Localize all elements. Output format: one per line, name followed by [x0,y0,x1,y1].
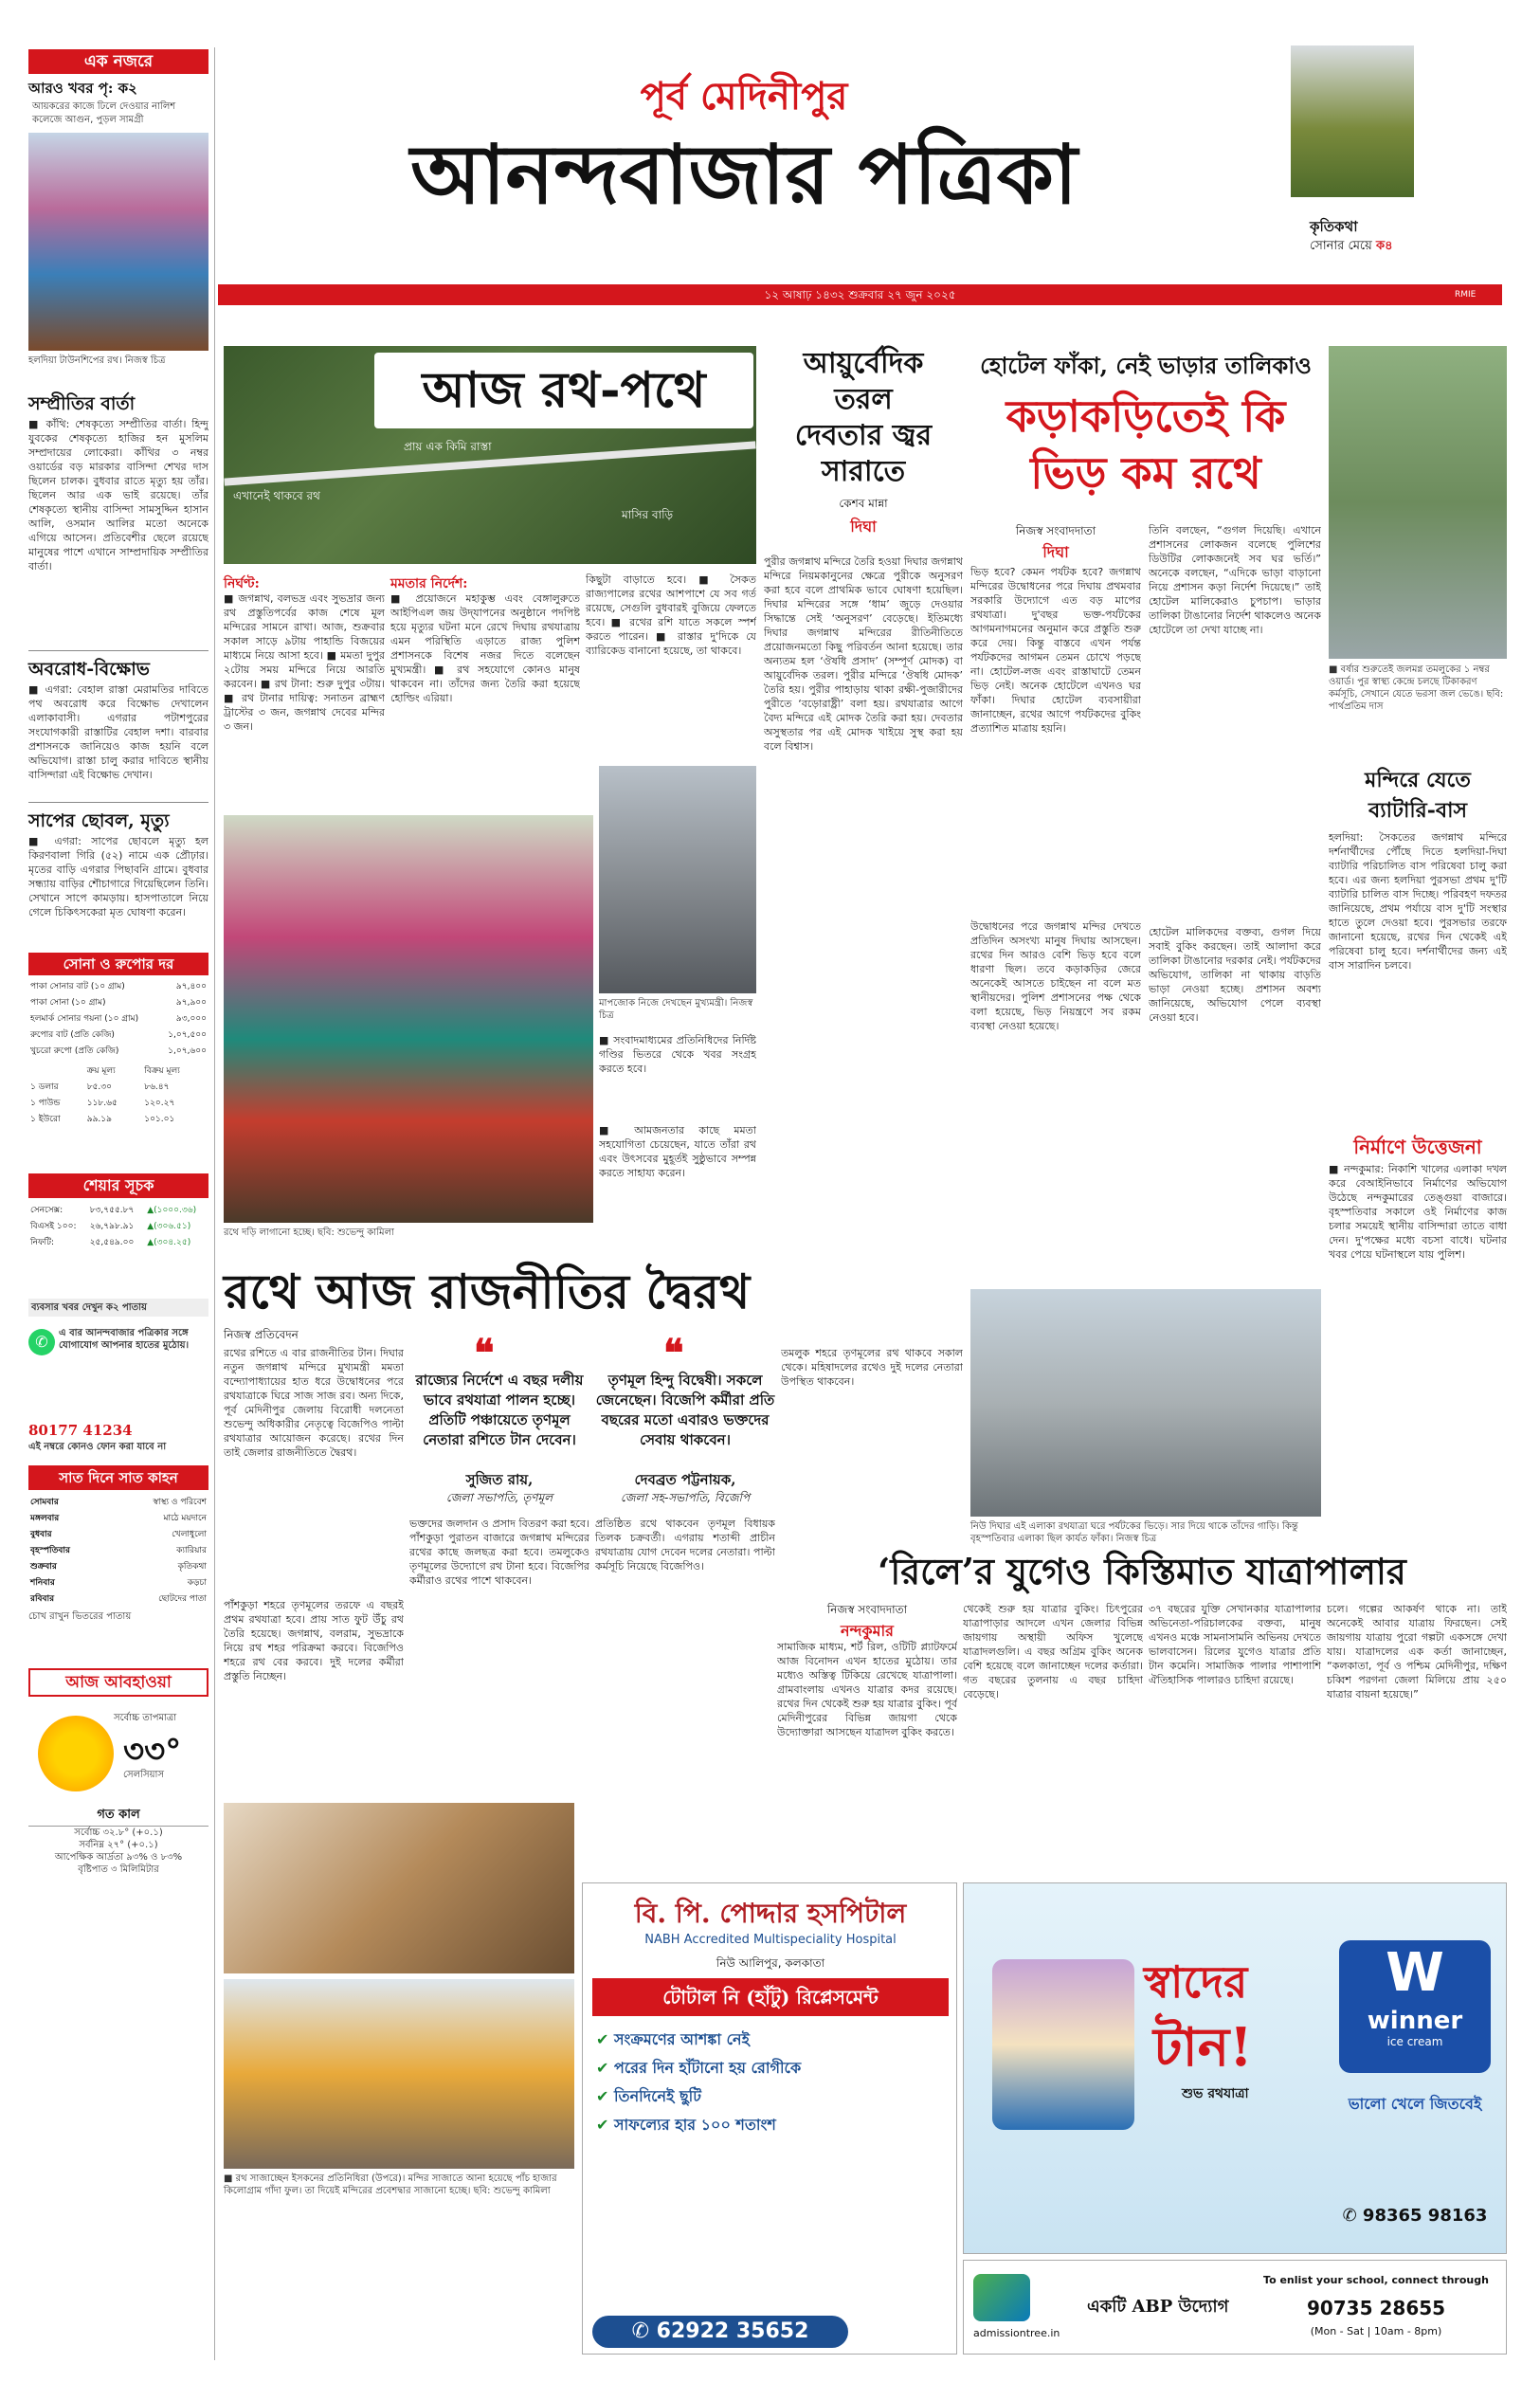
week-note: চোখ রাখুন ভিতরের পাতায় [28,1611,132,1622]
kritikatha-label: কৃতিকথা [1310,218,1358,235]
school-phone[interactable]: 90735 28655 [1306,2297,1446,2319]
weather-unit: সেলসিয়াস [123,1770,164,1780]
kritikatha-photo [1291,45,1414,197]
hospital-phone[interactable]: ✆ 62922 35652 [592,2316,848,2348]
also-news[interactable]: আরও খবর পৃ: ক২ [28,80,137,97]
lead-title-2[interactable]: ভিড় কম রথে [1030,447,1261,499]
jatra-byline: নিজস্ব সংবাদদাতা [826,1603,908,1616]
quote2-role: জেলা সহ-সভাপতি, বিজেপি [620,1491,751,1504]
politics-text-3: ভক্তদের জলদান ও প্রসাদ বিতরণ করা হবে। পাঁশকুড়া পুরাতন বাজারে জগন্নাথ মন্দিরের রথের কাছে জলছত্র করা হবে। তমলুকেও তৃণমূলের উদ্যোগে রথ টানা হবে। বিজেপির কর্মীরাও রথের পাশে থাকবেন। [409,1518,589,1587]
rath-box1-title: নির্ঘণ্ট: [224,576,260,591]
icecream-headline-1: স্বাদের [1144,1956,1248,2008]
quote1-mark: ❝ [474,1331,495,1375]
ayurveda-text: পুরীর জগন্নাথ মন্দিরে তৈরি হওয়া দিঘার জগন্নাথ মন্দিরে নিয়মকানুনের ক্ষেত্রে পুরীকে অনুসরণ করা হবে বলে প্রাথমিক ভাবে ঘোষণা হয়েছিল। দিঘার মন্দিরের সঙ্গে ‘ধাম’ জুড়ে দেওয়ার সিদ্ধান্তে সেই ‘অনুসরণ’ বেড়েছে। ইতিমধ্যে দিঘার জগন্নাথ মন্দিরের রীতিনীতিতে প্রয়োজনমতো কিছু পরিবর্তন আনা হয়েছে। তার অন্যতম হল ‘ঔষধি প্রসাদ’ (সম্পূর্ণ মোদক) বা আয়ুর্বেদিক তরল। পুরীর মন্দিরে ‘ঔষধি মোদক’ তৈরি হয়। পুরীর পাহাড়ায় থাকা রক্ষী-পুজারীদের পুরীতে ‘বড়োরাষ্ট্রী’ বলা হয়। রথযাত্রার আগে বৈদ্য মন্দিরে এই মোদক তৈরি করা হয়। দেবতার অসুস্থতার পর এই মোদক খাইয়ে সুস্থ করা হয় বলে বিশ্বাস। [764,555,963,753]
icecream-slogan: ভালো খেলে জিতবেই [1348,2095,1482,2113]
quote1-role: জেলা সভাপতি, তৃণমূল [445,1491,553,1504]
icecream-phone[interactable]: ✆ 98365 98163 [1342,2206,1488,2226]
icecream-cup-icon [992,1959,1134,2130]
call-icon: ✆ [1342,2206,1363,2226]
nirman-text: ■ নন্দকুমার: নিকাশি খালের এলাকা দখল করে বেআইনিভাবে নির্মাণের অভিযোগ উঠেছে নন্দকুমারের তেঙ্গুয়া বাজারে। বৃহস্পতিবার সকালে ওই নির্মাণের কাজ চলার সময়েই স্থানীয় বাসিন্দারা তাতে বাধা দেন। দু'পক্ষের মধ্যে বচসা বাধে। ঘটনার খবর পেয়ে ঘটনাস্থলে যায় পুলিশ। [1329,1163,1507,1261]
abp-tag: একটি ABP উদ্যোগ [1087,2297,1229,2317]
winner-brand: winner [1367,2007,1463,2035]
rath-box2-text: ■ প্রয়োজনে মহাকুম্ভ এবং বেঙ্গালুরুতে আইপিএল জয় উদ্‌যাপনের অনুষ্ঠানে পদপিষ্ট হয়ে মৃত্যুর ঘটনা মনে রেখে দিঘায় রথযাত্রায় এমন পরিস্থিতি এড়াতে রাজ্য পুলিশ প্রশাসনকে বিশেষ নজর দিতে বলেছেন মুখ্যমন্ত্রী। ■ রথ সহযোগে কোনও মানুষ থাকবেন না। তাঁদের জন্য তৈরি করা হয়েছে হোল্ডিং এরিয়া। [390,592,580,704]
yesterday-rain: বৃষ্টিপাত ৩ মিলিমিটার [78,1864,159,1875]
school-hours: (Mon - Sat | 10am - 8pm) [1310,2325,1442,2337]
s1-title: সম্প্রীতির বার্তা [28,393,136,414]
ayurveda-title-4[interactable]: সারাতে [821,455,906,488]
rath-chariot-photo [224,815,593,1223]
politics-title[interactable]: রথে আজ রাজনীতির দ্বৈরথ [224,1264,751,1319]
jatra-place: নন্দকুমার [841,1622,894,1640]
ayurveda-title-1[interactable]: আয়ুর্বেদিক [803,347,924,380]
ayurveda-title-3[interactable]: দেবতার জ্বর [794,419,933,452]
quote2-text: তৃণমূল হিন্দু বিদ্বেষী। সকলে জেনেছেন। বিজেপি কর্মীরা প্রতি বছরের মতো এবারও ভক্তদের সেবায় থাকবেন। [595,1372,775,1448]
share-table: সেনসেক্স: ৮৩,৭৫৫.৮৭ ▲(১০০০.৩৬) বিএসই ১০০: ২৬,৭৯৮.৯১ ▲(৩০৬.৫১) নিফটি: ২৫,৫৪৯.০০ ▲(৩০৪.২৫) [30,1206,197,1247]
glance-bullet-2[interactable]: কলেজে আগুন, পুড়ল সামগ্রী [32,115,144,125]
quote2-name: দেবব্রত পট্টনায়ক, [634,1471,736,1488]
weather-temp: ৩৩° [123,1733,182,1771]
whatsapp-box [28,1327,208,1460]
week-table: সোমবার স্বাস্থ্য ও পরিবেশ মঙ্গলবার মাঠে ময়দানে বুধবার খেলাধুলো বৃহস্পতিবার ক্যারিয়ার শুক্রবার কৃতিকথা শনিবার কড়চা রবিবার ছোটদের পাতা চোখ রাখুন ভিতরের পাতায় [28,1498,207,1622]
quote2-mark: ❝ [663,1331,684,1375]
hospital-point-3: ✔ তিনদিনেই ছুটি [596,2087,701,2105]
jatra-text-3: ৩৭ বছরের যুক্তি সেখানকার যাত্রাপালার অভিনেতা-পরিচালকের বক্তব্য, মানুষ এখনও মঞ্চে সামনাসামনি অভিনয় দেখতে ভালবাসেন। রিলের যুগেও যাত্রার প্রতি টান কমেনি। সামাজিক পালার পাশাপাশি ঐতিহাসিক পালারও চাহিদা রয়েছে। [1149,1603,1321,1686]
hospital-point-2: ✔ পরের দিন হাঁটানো হয় রোগীকে [596,2059,802,2077]
rath-box3-text: কিছুটা বাড়াতে হবে। ■ সৈকত রাজ্যপালের রথের আশপাশে যে সব গর্ত রয়েছে, সেগুলি বুধবারই বুজিয়ে ফেলতে হবে। ■ রথের রশি যাতে সকলে স্পর্শ করতে পারেন। ■ রাস্তার দু'দিকে যে ব্যারিকেড বানানো হয়েছে, তা থাকবে। [586,573,756,657]
map-road-label: প্রায় এক কিমি রাস্তা [404,440,492,453]
rath-banner [374,353,753,428]
hospital-name: বি. পি. পোদ্দার হসপিটাল [634,1898,907,1929]
icecream-tag: শুভ রথযাত্রা [1182,2086,1249,2101]
ayurveda-title-2[interactable]: তরল [834,383,893,416]
map-here-label: এখানেই থাকবে রথ [233,489,320,502]
winner-logo [1339,1940,1491,2073]
edition-name: পূর্ব মেদিনীপুর [640,74,848,118]
new-digha-photo [970,1289,1321,1517]
share-header: শেয়ার সূচক [28,1173,208,1198]
hospital-location: নিউ আলিপুর, কলকাতা [716,1956,825,1970]
icecream-ad[interactable] [963,1882,1507,2254]
politics-byline: নিজস্ব প্রতিবেদন [224,1328,299,1341]
s2-text: ■ এগরা: বেহাল রাস্তা মেরামতির দাবিতে পথ অবরোধ করে বিক্ষোভ দেখালেন এলাকাবাসী। এগরার পটাশপুরের সংযোগকারী রাস্তাটির বেহাল দশা। বারবার প্রশাসনকে জানিয়েও কাজ হয়নি বলে অভিযোগ। রাস্তা চালু করার দাবিতে স্থানীয় বাসিন্দারা এই বিক্ষোভ দেখান। [28,683,208,781]
lead-text-3: তিনি বলছেন, “গুগল দিয়েছি। এখানে প্রশাসনের লোকজন বলেছে পুলিশের ডিউটির লোকজনেই সব ঘর ভর্তি।” অনেকে বলছেন, “এদিকে ভাড়া বাড়ানো নিয়ে প্রশাসন কড়া নির্দেশ দিয়েছে।” তাই হোটেল মালিকেরাও চুপচাপ। ভাড়ার তালিকা টাঙানোর নির্দেশ থাকলেও অনেক হোটেলে তা দেখা যাচ্ছে না। [1149,524,1321,636]
cm-inspection-caption: মাপজোক নিজে দেখছেন মুখ্যমন্ত্রী। নিজস্ব চিত্র [599,998,753,1021]
winner-logo-mark: W [1386,1942,1444,2004]
rath-photo-caption: রথে দড়ি লাগানো হচ্ছে। ছবি: শুভেন্দু কামিলা [224,1227,394,1238]
battery-text: হলদিয়া: সৈকতের জগন্নাথ মন্দিরে দর্শনার্থীদের পৌঁছে দিতে হলদিয়া-দিঘা ব্যাটারি পরিচালিত বাস পরিষেবা চালু করা হবে। এর জন্য হলদিয়া পুরসভা প্রথম দু'টি ব্যাটারি চালিত বাস দিচ্ছে। পরিবহণ দফতর জানিয়েছে, প্রথম পর্যায়ে বাস দু'টি সংস্থার হাতে তুলে দেওয়া হবে। পুরসভার তরফে জানানো হয়েছে, রথের দিন থেকেই এই পরিষেবা চালু হবে। দর্শনার্থীদের জন্য এই বাস সারাদিন চলবে। [1329,831,1507,972]
whatsapp-text: এ বার আনন্দবাজার পত্রিকার সঙ্গে যোগাযোগ আপনার হাতের মুঠোয়। [59,1328,190,1351]
politics-text-5: তমলুক শহরে তৃণমূলের রথ থাকবে সকাল থেকে। মহিষাদলের রথেও দুই দলের নেতারা উপস্থিত থাকবেন। [781,1347,963,1388]
iskcon-photo-1 [224,1803,574,1973]
yesterday-min: সর্বনিম্ন ২৭° (+০.১) [79,1840,158,1850]
hospital-sub: NABH Accredited Multispeciality Hospital [644,1933,897,1947]
s1-text: ■ কাঁথি: শেষকৃত্যে সম্প্রীতির বার্তা। হিন্দু যুবকের শেষকৃত্যে হাজির হন মুসলিম সম্প্রদায়ের লোকেরা। কাঁথির ৩ নম্বর ওয়ার্ডের বড় মারকার বাসিন্দা শেখর দাস ছিলেন চালক। বুধবার রাতে মৃত্যু হয় তাঁর। ছিলেন আর এক ভাই রয়েছে। তাঁর শেষকৃত্যে স্থানীয় বাসিন্দা সামসুদ্দিন হাসান আলি, ওসমান আলির মতো অনেকে এগিয়ে আসেন। প্রতিবেশীর ছেলে রয়েছে মানুষের পাশে এখানে সাম্প্রদায়িক সম্প্রীতির বার্তা। [28,418,208,573]
s3-text: ■ এগরা: সাপের ছোবলে মৃত্যু হল কিরণবালা গিরি (৫২) নামে এক প্রৌঢ়ার। মৃতের বাড়ি এগরার পিছাবনি গ্রামে। বুধবার সন্ধ্যায় বাড়ির শৌচাগারে গিয়েছিলেন তিনি। সেখানে সাপে কামড়ায়। হাসপাতালে নিয়ে গেলে চিকিৎসকেরা মৃত ঘোষণা করেন। [28,835,208,918]
haldia-rath-photo [28,133,208,351]
winner-brand-sub: ice cream [1386,2035,1443,2048]
new-digha-caption: নিউ দিঘার এই এলাকা রথযাত্রা ঘরে পর্যটকের ভিড়ে। সার দিয়ে থাকে তাঁদের গাড়ি। কিন্তু বৃহস্পতিবার এলাকা ছিল কার্যত ফাঁকা। নিজস্ব চিত্র [970,1521,1298,1544]
lead-byline: নিজস্ব সংবাদদাতা [1015,524,1096,537]
glance-bullet-1[interactable]: আয়করের কাজে ঢিলে দেওয়ার নালিশ [32,101,176,112]
iskcon-photo-2 [224,1979,574,2169]
sun-icon [38,1716,114,1791]
dateline-bar: ১২ আষাঢ় ১৪৩২ শুক্রবার ২৭ জুন ২০২৫ [218,284,1502,305]
rath-side-note1: ■ সংবাদমাধ্যমের প্রতিনিধিদের নির্দিষ্ট গণ্ডির ভিতরে থেকে খবর সংগ্রহ করতে হবে। [599,1034,756,1075]
hospital-banner: টোটাল নি (হাঁটু) রিপ্লেসমেন্ট [592,1978,949,2016]
s2-title: অবরোধ-বিক্ষোভ [28,659,150,680]
cm-inspection-photo [599,766,756,993]
yesterday-title: গত কাল [28,1806,208,1827]
haldia-rath-caption: হলদিয়া টাউনশিপের রথ। নিজস্ব চিত্র [28,355,166,366]
map-house-label: মাসির বাড়ি [622,508,674,521]
jatra-text-2: থেকেই শুরু হয় যাত্রার বুকিং। চিৎপুরের যাত্রাপাড়ার আদলে এখন জেলার বিভিন্ন জায়গায় অস্থায়ী অফিস খুলেছে যাত্রাদলগুলি। এ বছর অগ্রিম বুকিং অনেক বেশি হয়েছে বলে জানাচ্ছেন দলের কর্তারা। গত বছরের তুলনায় এ বছর চাহিদা বেড়েছে। [963,1603,1143,1700]
whatsapp-icon: ✆ [28,1329,55,1355]
politics-text-2: পাঁশকুড়া শহরে তৃণমূলের তরফে এ বছরই প্রথম রথযাত্রা হবে। প্রায় সাত ফুট উঁচু রথ তৈরি হয়েছে। জগন্নাথ, বলরাম, সুভদ্রাকে নিয়ে রথ শহর পরিক্রমা করবে। বিজেপিও শহরে রথ বের করবে। দুই দলের কর্মীরা প্রস্তুতি নিচ্ছেন। [224,1599,404,1682]
lead-title-1[interactable]: কড়াকড়িতেই কি [1006,391,1286,442]
rath-box2-title: মমতার নির্দেশ: [390,576,468,591]
week-header: সাত দিনে সাত কাহন [28,1465,208,1490]
jatra-text-4: চলে। গল্পের আকর্ষণ থাকে না। তাই অনেকেই আবার যাত্রায় ফিরছেন। সেই জায়গায় যাত্রায় পুরো গল্পটা একসঙ্গে দেখা যায়। যাত্রাদলের এক কর্তা জানাচ্ছেন, “কলকাতা, পূর্ব ও পশ্চিম মেদিনীপুর, দক্ষিণ চব্বিশ পরগনা জেলা মিলিয়ে প্রায় ২৫০ যাত্রার বায়না হয়েছে।” [1327,1603,1507,1700]
weather-header: আজ আবহাওয়া [28,1668,208,1697]
admissiontree-logo [973,2274,1030,2321]
weather-max-label: সর্বোচ্চ তাপমাত্রা [114,1713,177,1723]
s3-title: সাপের ছোবল, মৃত্যু [28,810,170,831]
yesterday-box [28,1806,208,1876]
flood-caption: ■ বর্ষার শুরুতেই জলমগ্ন তমলুকের ১ নম্বর ওয়ার্ড। পুর স্বাস্থ্য কেন্দ্রে চলছে টিকাকরণ কর্মসূচি, সেখানে যেতে ভরসা জল ভেঙে। ছবি: পার্থপ্রতিম দাস [1329,664,1504,712]
gold-table: পাকা সোনার বাট (১০ গ্রাম) ৯৭,৪০০ পাকা সোনা (১০ গ্রাম) ৯৭,৯০০ হলমার্ক সোনার গয়না (১০ গ্রাম) ৯৩,০০০ রুপোর বাট (প্রতি কেজি) ১,০৭,৫০০ খুচরো রুপো (প্রতি কেজি) ১,০৭,৬০০ ক্রয় মূল্য বিক্রয় মূল্য ১ ডলার ৮৫.৩০ ৮৬.৪৭ ১ পাউন্ড ১১৮.৬৫ ১২০.২৭ ১ ইউরো ৯৯.১৯ ১০১.০১ [30,982,207,1124]
lead-text-2: উদ্বোধনের পরে জগন্নাথ মন্দির দেখতে প্রতিদিন অসংখ্য মানুষ দিঘায় আসছেন। রথের দিন আরও বেশি ভিড় হবে বলে ধারণা ছিল। তবে কড়াকড়ির জেরে অনেকেই আসতে চাইছেন না বলে মত স্থানীয়দের। পুলিশ প্রশাসনের পক্ষ থেকে বলা হয়েছে, ভিড় নিয়ন্ত্রণে সব রকম ব্যবস্থা নেওয়া হয়েছে। [970,920,1141,1032]
glance-header: এক নজরে [28,49,208,74]
lead-text-1: ভিড় হবে? কেমন পর্যটক হবে? জগন্নাথ মন্দিরের উদ্বোধনের পরে দিঘায় প্রথমবার সরকারি উদ্যোগে এত বড় মাপের রথযাত্রা। দু'বছর ভক্ত-পর্যটকের আগমনাগমনের অনুমান করে প্রস্তুতি শুরু করে দেয়। কিন্তু বাস্তবে এখন পর্যন্ত পর্যটকদের আগমন তেমন চোখে পড়ছে না। হোটেল-লজ এবং রাস্তাঘাটে তেমন ভিড় নেই। অনেক হোটেলে এখনও ঘর ফাঁকা। দিঘার হোটেল ব্যবসায়ীরা জানাচ্ছেন, রথের আগে পর্যটকদের বুকিং প্রত্যাশিত মাত্রায় হয়নি। [970,566,1141,735]
flood-photo [1329,346,1507,659]
phone-icon: ✆ [631,2319,657,2343]
jatra-title[interactable]: ‘রিলে’র যুগেও কিস্তিমাত যাত্রাপালার [878,1550,1406,1592]
lead-kicker: হোটেল ফাঁকা, নেই ভাড়ার তালিকাও [980,352,1312,379]
yesterday-max: সর্বোচ্চ ৩২.৮° (+০.১) [74,1827,163,1838]
school-ad[interactable] [963,2260,1507,2355]
rath-box1-text: ■ জগন্নাথ, বলভদ্র এবং সুভদ্রার জন্য রথ প্রস্তুতিপর্বের কাজ শেষে মূল মন্দিরের সামনে রাখা। আজ, শুক্রবার সকাল সাড়ে ৯টায় পাহান্ডি বিজয়ের মাধ্যমে নিয়ে আসা হবে। ■ মমতা দুপুর ২টোয় সময় মন্দিরে নিয়ে আরতি করবেন। ■ রথ টানা: শুরু দুপুর ৩টায়। ■ রথ টানার দায়িত্ব: সনাতন ব্রাহ্মণ ট্রাস্টের ৩ জন, জগন্নাথ দেবের মন্দির ৩ জন। [224,592,385,733]
yesterday-humidity: আপেক্ষিক আর্দ্রতা ৯৩% ও ৮৩% [54,1852,183,1863]
battery-title-1[interactable]: মন্দিরে যেতে [1365,768,1471,792]
quote1-text: রাজ্যের নির্দেশে এ বছর দলীয় ভাবে রথযাত্রা পালন হচ্ছে। প্রতিটি পঞ্চায়েতে তৃণমূল নেতারা রশিতে টান দেবেন। [415,1372,584,1448]
ayurveda-byline: কেশব মান্না [839,497,888,510]
business-note[interactable]: ব্যবসার খবর দেখুন ক২ পাতায় [28,1299,208,1317]
hospital-point-4: ✔ সাফল্যের হার ১০০ শতাংশ [596,2116,776,2134]
hospital-ad[interactable] [582,1882,957,2355]
newspaper-title[interactable]: আনন্দবাজার পত্রিকা [410,127,1078,223]
nirman-title[interactable]: নির্মাণে উত্তেজনা [1353,1136,1482,1158]
hospital-point-1: ✔ সংক্রমণের আশঙ্কা নেই [596,2030,750,2048]
kritikatha-caption[interactable]: সোনার মেয়ে ক৪ [1310,239,1393,253]
admissiontree-site[interactable]: admissiontree.in [973,2327,1060,2339]
ayurveda-place: দিঘা [850,518,877,536]
school-cta: To enlist your school, connect through [1263,2274,1489,2286]
iskcon-caption: ■ রথ সাজাচ্ছেন ইসকনের প্রতিনিধিরা (উপরে)। মন্দির সাজাতে আনা হয়েছে পাঁচ হাজার কিলোগ্রাম গাঁদা ফুল। তা দিয়েই মন্দিরের প্রবেশদ্বার সাজানো হচ্ছে। ছবি: শুভেন্দু কামিলা [224,2173,557,2196]
jatra-text-1: সামাজিক মাধ্যম, শর্ট রিল, ওটিটি প্ল্যাটফর্মে আজ বিনোদন এখন হাতের মুঠোয়। তার মধ্যেও অস্তিত্ব টিকিয়ে রেখেছে যাত্রাপালা। গ্রামবাংলায় এখনও যাত্রার কদর রয়েছে। রথের দিন থেকেই শুরু হয় যাত্রার বুকিং। পূর্ব মেদিনীপুরের বিভিন্ন জায়গা থেকে উদ্যোক্তারা আসছেন যাত্রাদল বুকিং করতে। [777,1641,957,1738]
politics-text-1: রথের রশিতে এ বার রাজনীতির টান। দিঘার নতুন জগন্নাথ মন্দিরে মুখ্যমন্ত্রী মমতা বন্দ্যোপাধ্যায়ের হাত ধরে উদ্বোধনের পরে রথযাত্রাকে ঘিরে সাজ সাজ রব। অন্য দিকে, পূর্ব মেদিনীপুর জেলায় বিরোধী দলনেতা শুভেন্দু অধিকারীর নেতৃত্বে বিজেপিও পাল্টা রথযাত্রার আয়োজন করেছে। রথের দিন তাই জেলার রাজনীতিতে দ্বৈরথ। [224,1347,404,1459]
gold-header: সোনা ও রুপোর দর [28,953,208,975]
whatsapp-tail: এই নম্বরে কোনও ফোন করা যাবে না [28,1442,167,1452]
rath-banner-title: আজ রথ-পথে [422,361,706,419]
rath-side-note2: ■ আমজনতার কাছে মমতা সহযোগিতা চেয়েছেন, যাতে তাঁরা রথ এবং উৎসবের মুহূর্তই সুষ্ঠুভাবে সম্পন্ন করতে সাহায্য করেন। [599,1124,756,1179]
dateline-code: RMIE [1455,290,1477,300]
lead-text-4: হোটেল মালিকদের বক্তব্য, গুগল দিয়ে সবাই বুকিং করছেন। তাই আলাদা করে তালিকা টাঙানোর দরকার নেই। পর্যটকদের অভিযোগ, তালিকা না থাকায় বাড়তি ভাড়া নেওয়া হচ্ছে। প্রশাসন অবশ্য জানিয়েছে, অভিযোগ পেলে ব্যবস্থা নেওয়া হবে। [1149,926,1321,1024]
quote1-name: সুজিত রায়, [465,1471,534,1488]
lead-place: দিঘা [1042,543,1069,561]
battery-title-2[interactable]: ব্যাটারি-বাস [1368,798,1468,823]
politics-text-4: প্রতিষ্ঠিত রথে থাকবেন তৃণমূল বিধায়ক তিলক চক্রবর্তী। এগরায় শতাব্দী প্রাচীন রথযাত্রায় যোগ দেবেন দলের নেতারা। পাল্টা কর্মসূচি নিয়েছে বিজেপিও। [595,1518,775,1573]
whatsapp-phone[interactable]: 80177 41234 [28,1422,133,1439]
icecream-headline-2: টান! [1153,2016,1253,2079]
